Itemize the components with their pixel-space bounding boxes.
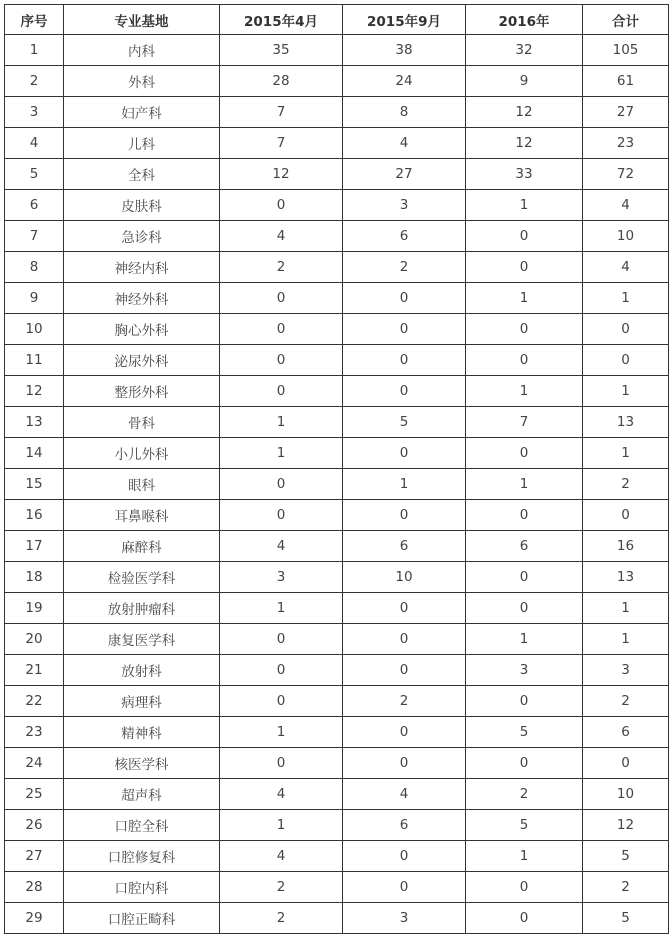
cell-index: 7 [5, 221, 64, 252]
cell-specialty: 放射科 [64, 655, 220, 686]
cell-2015-april: 0 [220, 345, 343, 376]
cell-index: 22 [5, 686, 64, 717]
cell-total: 2 [583, 469, 669, 500]
table-row [5, 97, 669, 128]
table-row [5, 810, 669, 841]
cell-2016: 0 [466, 593, 583, 624]
cell-index: 27 [5, 841, 64, 872]
table-body [5, 35, 669, 934]
cell-2015-september: 0 [343, 841, 466, 872]
cell-2015-april: 0 [220, 314, 343, 345]
cell-specialty: 口腔内科 [64, 872, 220, 903]
cell-2015-april: 1 [220, 593, 343, 624]
cell-total: 6 [583, 717, 669, 748]
cell-2015-september: 0 [343, 655, 466, 686]
cell-index: 18 [5, 562, 64, 593]
header-specialty-base: 专业基地 [64, 5, 220, 35]
cell-index: 9 [5, 283, 64, 314]
table-row [5, 748, 669, 779]
cell-index: 4 [5, 128, 64, 159]
cell-2015-april: 2 [220, 252, 343, 283]
header-2015-september: 2015年9月 [343, 5, 466, 35]
cell-2016: 1 [466, 841, 583, 872]
table-row [5, 345, 669, 376]
table-row [5, 283, 669, 314]
table-row [5, 841, 669, 872]
table-row [5, 903, 669, 934]
cell-total: 12 [583, 810, 669, 841]
cell-specialty: 精神科 [64, 717, 220, 748]
residency-training-table [4, 4, 669, 934]
cell-2015-september: 0 [343, 748, 466, 779]
cell-specialty: 整形外科 [64, 376, 220, 407]
cell-index: 23 [5, 717, 64, 748]
cell-index: 11 [5, 345, 64, 376]
cell-total: 27 [583, 97, 669, 128]
cell-2015-september: 0 [343, 345, 466, 376]
cell-2016: 6 [466, 531, 583, 562]
table-row [5, 35, 669, 66]
cell-2015-september: 6 [343, 221, 466, 252]
cell-total: 0 [583, 500, 669, 531]
table-row [5, 593, 669, 624]
cell-total: 61 [583, 66, 669, 97]
cell-2015-april: 0 [220, 655, 343, 686]
header-total: 合计 [583, 5, 669, 35]
cell-index: 8 [5, 252, 64, 283]
cell-2015-september: 1 [343, 469, 466, 500]
cell-2016: 0 [466, 345, 583, 376]
cell-index: 13 [5, 407, 64, 438]
cell-2015-september: 0 [343, 624, 466, 655]
cell-index: 1 [5, 35, 64, 66]
cell-2015-april: 4 [220, 779, 343, 810]
cell-total: 2 [583, 686, 669, 717]
cell-2015-april: 1 [220, 810, 343, 841]
cell-2016: 1 [466, 624, 583, 655]
cell-2015-april: 4 [220, 221, 343, 252]
cell-2016: 0 [466, 438, 583, 469]
cell-specialty: 超声科 [64, 779, 220, 810]
cell-specialty: 外科 [64, 66, 220, 97]
cell-2015-september: 2 [343, 686, 466, 717]
table-row [5, 655, 669, 686]
cell-2016: 0 [466, 562, 583, 593]
cell-2015-april: 0 [220, 748, 343, 779]
cell-index: 3 [5, 97, 64, 128]
cell-2016: 0 [466, 903, 583, 934]
cell-index: 2 [5, 66, 64, 97]
cell-2015-april: 35 [220, 35, 343, 66]
cell-specialty: 急诊科 [64, 221, 220, 252]
cell-specialty: 检验医学科 [64, 562, 220, 593]
cell-index: 6 [5, 190, 64, 221]
cell-2016: 0 [466, 872, 583, 903]
cell-index: 20 [5, 624, 64, 655]
table-row [5, 376, 669, 407]
cell-total: 0 [583, 748, 669, 779]
cell-total: 4 [583, 190, 669, 221]
table-row [5, 717, 669, 748]
cell-2015-april: 3 [220, 562, 343, 593]
table-row [5, 562, 669, 593]
cell-specialty: 麻醉科 [64, 531, 220, 562]
table-row [5, 531, 669, 562]
cell-2015-september: 0 [343, 283, 466, 314]
table-row [5, 469, 669, 500]
cell-specialty: 核医学科 [64, 748, 220, 779]
cell-2015-april: 0 [220, 376, 343, 407]
cell-2016: 12 [466, 97, 583, 128]
cell-specialty: 口腔正畸科 [64, 903, 220, 934]
cell-index: 25 [5, 779, 64, 810]
cell-specialty: 全科 [64, 159, 220, 190]
cell-2015-september: 4 [343, 779, 466, 810]
cell-2015-september: 0 [343, 500, 466, 531]
cell-index: 21 [5, 655, 64, 686]
cell-2015-april: 1 [220, 438, 343, 469]
cell-2015-september: 5 [343, 407, 466, 438]
cell-specialty: 皮肤科 [64, 190, 220, 221]
cell-2015-april: 0 [220, 190, 343, 221]
cell-2015-september: 3 [343, 903, 466, 934]
cell-2015-september: 0 [343, 872, 466, 903]
cell-total: 16 [583, 531, 669, 562]
cell-total: 13 [583, 562, 669, 593]
cell-2015-september: 38 [343, 35, 466, 66]
cell-2015-april: 4 [220, 841, 343, 872]
cell-2015-september: 2 [343, 252, 466, 283]
cell-total: 5 [583, 841, 669, 872]
cell-2016: 1 [466, 469, 583, 500]
cell-2015-september: 27 [343, 159, 466, 190]
cell-2015-april: 12 [220, 159, 343, 190]
cell-specialty: 口腔全科 [64, 810, 220, 841]
cell-total: 10 [583, 221, 669, 252]
header-index: 序号 [5, 5, 64, 35]
table-row [5, 500, 669, 531]
cell-2015-april: 7 [220, 97, 343, 128]
cell-2015-april: 7 [220, 128, 343, 159]
cell-specialty: 口腔修复科 [64, 841, 220, 872]
cell-2016: 1 [466, 190, 583, 221]
cell-2016: 12 [466, 128, 583, 159]
cell-specialty: 神经外科 [64, 283, 220, 314]
cell-total: 23 [583, 128, 669, 159]
cell-total: 72 [583, 159, 669, 190]
table-row [5, 779, 669, 810]
cell-specialty: 耳鼻喉科 [64, 500, 220, 531]
cell-2015-april: 0 [220, 624, 343, 655]
cell-index: 26 [5, 810, 64, 841]
cell-specialty: 胸心外科 [64, 314, 220, 345]
table-row [5, 190, 669, 221]
cell-2016: 32 [466, 35, 583, 66]
cell-2016: 5 [466, 717, 583, 748]
cell-2015-september: 4 [343, 128, 466, 159]
cell-specialty: 泌尿外科 [64, 345, 220, 376]
cell-specialty: 放射肿瘤科 [64, 593, 220, 624]
cell-2015-september: 6 [343, 531, 466, 562]
cell-index: 12 [5, 376, 64, 407]
cell-2016: 33 [466, 159, 583, 190]
table-row [5, 438, 669, 469]
cell-total: 1 [583, 438, 669, 469]
cell-2016: 7 [466, 407, 583, 438]
table-row [5, 221, 669, 252]
cell-total: 4 [583, 252, 669, 283]
cell-2015-april: 0 [220, 283, 343, 314]
cell-2016: 3 [466, 655, 583, 686]
cell-index: 24 [5, 748, 64, 779]
cell-specialty: 小儿外科 [64, 438, 220, 469]
cell-index: 29 [5, 903, 64, 934]
table-row [5, 872, 669, 903]
table-row [5, 66, 669, 97]
cell-index: 19 [5, 593, 64, 624]
cell-2015-april: 28 [220, 66, 343, 97]
cell-index: 14 [5, 438, 64, 469]
cell-index: 16 [5, 500, 64, 531]
cell-2016: 0 [466, 314, 583, 345]
cell-2015-april: 0 [220, 469, 343, 500]
cell-total: 1 [583, 283, 669, 314]
cell-2015-april: 2 [220, 872, 343, 903]
cell-total: 5 [583, 903, 669, 934]
cell-total: 1 [583, 376, 669, 407]
cell-specialty: 病理科 [64, 686, 220, 717]
cell-2015-september: 0 [343, 438, 466, 469]
cell-index: 15 [5, 469, 64, 500]
cell-total: 1 [583, 624, 669, 655]
cell-2015-april: 1 [220, 717, 343, 748]
cell-index: 10 [5, 314, 64, 345]
cell-total: 0 [583, 314, 669, 345]
cell-specialty: 神经内科 [64, 252, 220, 283]
header-2015-april: 2015年4月 [220, 5, 343, 35]
cell-total: 13 [583, 407, 669, 438]
cell-index: 17 [5, 531, 64, 562]
cell-2016: 0 [466, 500, 583, 531]
cell-total: 3 [583, 655, 669, 686]
cell-2016: 1 [466, 283, 583, 314]
cell-2016: 0 [466, 221, 583, 252]
cell-2016: 0 [466, 686, 583, 717]
cell-2015-september: 10 [343, 562, 466, 593]
cell-2015-september: 8 [343, 97, 466, 128]
table-row [5, 407, 669, 438]
table-row [5, 159, 669, 190]
cell-total: 0 [583, 345, 669, 376]
cell-2015-september: 3 [343, 190, 466, 221]
cell-2016: 2 [466, 779, 583, 810]
cell-specialty: 内科 [64, 35, 220, 66]
cell-total: 2 [583, 872, 669, 903]
cell-specialty: 儿科 [64, 128, 220, 159]
table-row [5, 314, 669, 345]
cell-2015-april: 0 [220, 500, 343, 531]
cell-index: 28 [5, 872, 64, 903]
cell-2015-april: 2 [220, 903, 343, 934]
table-row [5, 252, 669, 283]
cell-2015-april: 0 [220, 686, 343, 717]
cell-total: 10 [583, 779, 669, 810]
table-row [5, 624, 669, 655]
cell-specialty: 妇产科 [64, 97, 220, 128]
cell-2015-september: 0 [343, 376, 466, 407]
table-row [5, 128, 669, 159]
cell-2016: 5 [466, 810, 583, 841]
cell-specialty: 眼科 [64, 469, 220, 500]
cell-2015-april: 4 [220, 531, 343, 562]
cell-2015-september: 0 [343, 593, 466, 624]
header-2016: 2016年 [466, 5, 583, 35]
cell-2015-september: 24 [343, 66, 466, 97]
table-row [5, 686, 669, 717]
table-header-row [5, 5, 669, 35]
cell-specialty: 骨科 [64, 407, 220, 438]
cell-index: 5 [5, 159, 64, 190]
cell-2015-september: 0 [343, 314, 466, 345]
cell-specialty: 康复医学科 [64, 624, 220, 655]
cell-2016: 9 [466, 66, 583, 97]
cell-2016: 1 [466, 376, 583, 407]
cell-2015-april: 1 [220, 407, 343, 438]
cell-total: 1 [583, 593, 669, 624]
cell-total: 105 [583, 35, 669, 66]
cell-2016: 0 [466, 252, 583, 283]
cell-2015-september: 0 [343, 717, 466, 748]
cell-2015-september: 6 [343, 810, 466, 841]
cell-2016: 0 [466, 748, 583, 779]
